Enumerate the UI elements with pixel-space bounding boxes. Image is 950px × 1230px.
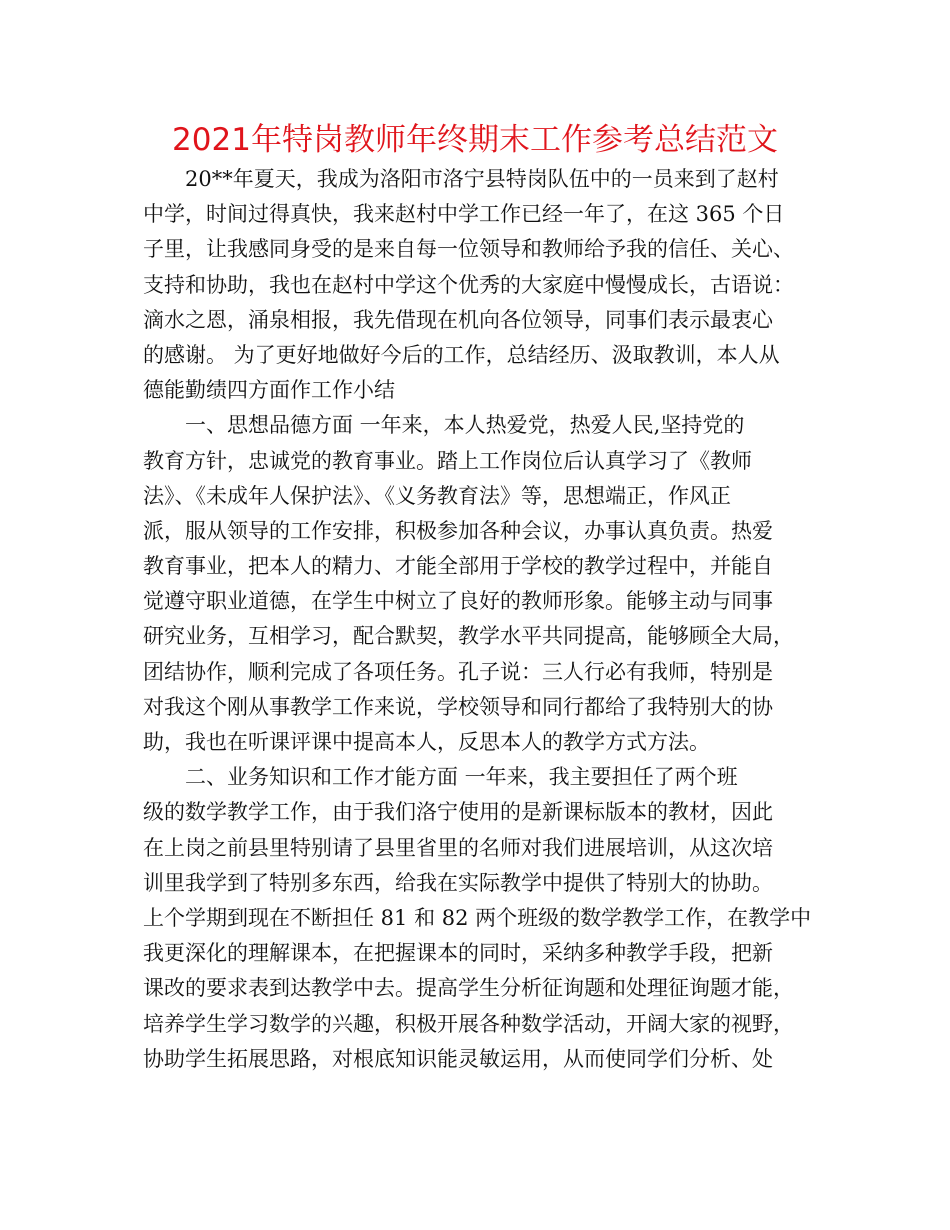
paragraph-line: 培养学生学习数学的兴趣，积极开展各种数学活动，开阔大家的视野， bbox=[143, 1011, 794, 1036]
paragraph-line: 一、思想品德方面 一年来，本人热爱党，热爱人民,坚持党的 bbox=[185, 413, 745, 438]
paragraph-line: 的感谢。 为了更好地做好今后的工作，总结经历、汲取教训，本人从 bbox=[143, 342, 780, 367]
paragraph-line: 法》、《未成年人保护法》、《义务教育法》等，思想端正，作风正 bbox=[143, 483, 731, 508]
paragraph-line: 滴水之恩，涌泉相报，我先借现在机向各位领导，同事们表示最衷心 bbox=[143, 307, 773, 332]
paragraph-line: 20**年夏天，我成为洛阳市洛宁县特岗队伍中的一员来到了赵村 bbox=[185, 167, 779, 191]
paragraph-line: 觉遵守职业道德，在学生中树立了良好的教师形象。能够主动与同事 bbox=[143, 589, 773, 614]
paragraph-line: 助，我也在听课评课中提高本人，反思本人的教学方式方法。 bbox=[143, 730, 710, 754]
paragraph-line: 对我这个刚从事教学工作来说，学校领导和同行都给了我特别大的协 bbox=[143, 694, 773, 719]
paragraph-line: 上个学期到现在不断担任 81 和 82 两个班级的数学教学工作，在教学中 bbox=[143, 905, 812, 930]
paragraph-line: 子里，让我感同身受的是来自每一位领导和教师给予我的信任、关心、 bbox=[143, 237, 794, 262]
paragraph-line: 团结协作，顺利完成了各项任务。孔子说：三人行必有我师，特别是 bbox=[143, 659, 773, 684]
paragraph-line: 在上岗之前县里特别请了县里省里的名师对我们进展培训，从这次培 bbox=[143, 835, 773, 860]
paragraph-line: 协助学生拓展思路，对根底知识能灵敏运用，从而使同学们分析、处 bbox=[143, 1046, 773, 1071]
document-body bbox=[143, 162, 833, 1077]
paragraph-line: 级的数学教学工作，由于我们洛宁使用的是新课标版本的教材，因此 bbox=[143, 800, 773, 825]
paragraph-line: 派，服从领导的工作安排，积极参加各种会议，办事认真负责。热爱 bbox=[143, 518, 773, 543]
paragraph-line: 德能勤绩四方面作工作小结 bbox=[143, 378, 395, 403]
paragraph-line: 我更深化的理解课本，在把握课本的同时，采纳多种教学手段，把新 bbox=[143, 941, 773, 966]
paragraph-line: 课改的要求表到达教学中去。提高学生分析征询题和处理征询题才能， bbox=[143, 976, 794, 1001]
document-title: 2021年特岗教师年终期末工作参考总结范文 bbox=[172, 122, 778, 158]
paragraph-line: 二、业务知识和工作才能方面 一年来，我主要担任了两个班 bbox=[185, 765, 738, 790]
paragraph-line: 训里我学到了特别多东西，给我在实际教学中提供了特别大的协助。 bbox=[143, 870, 773, 895]
paragraph-line: 研究业务，互相学习，配合默契，教学水平共同提高，能够顾全大局， bbox=[143, 624, 794, 649]
paragraph-line: 教育事业，把本人的精力、才能全部用于学校的教学过程中，并能自 bbox=[143, 554, 773, 579]
paragraph-line: 教育方针，忠诚党的教育事业。踏上工作岗位后认真学习了《教师 bbox=[143, 448, 752, 473]
paragraph-line: 中学，时间过得真快，我来赵村中学工作已经一年了，在这 365 个日 bbox=[143, 202, 785, 227]
paragraph-line: 支持和协助，我也在赵村中学这个优秀的大家庭中慢慢成长，古语说： bbox=[143, 272, 794, 297]
